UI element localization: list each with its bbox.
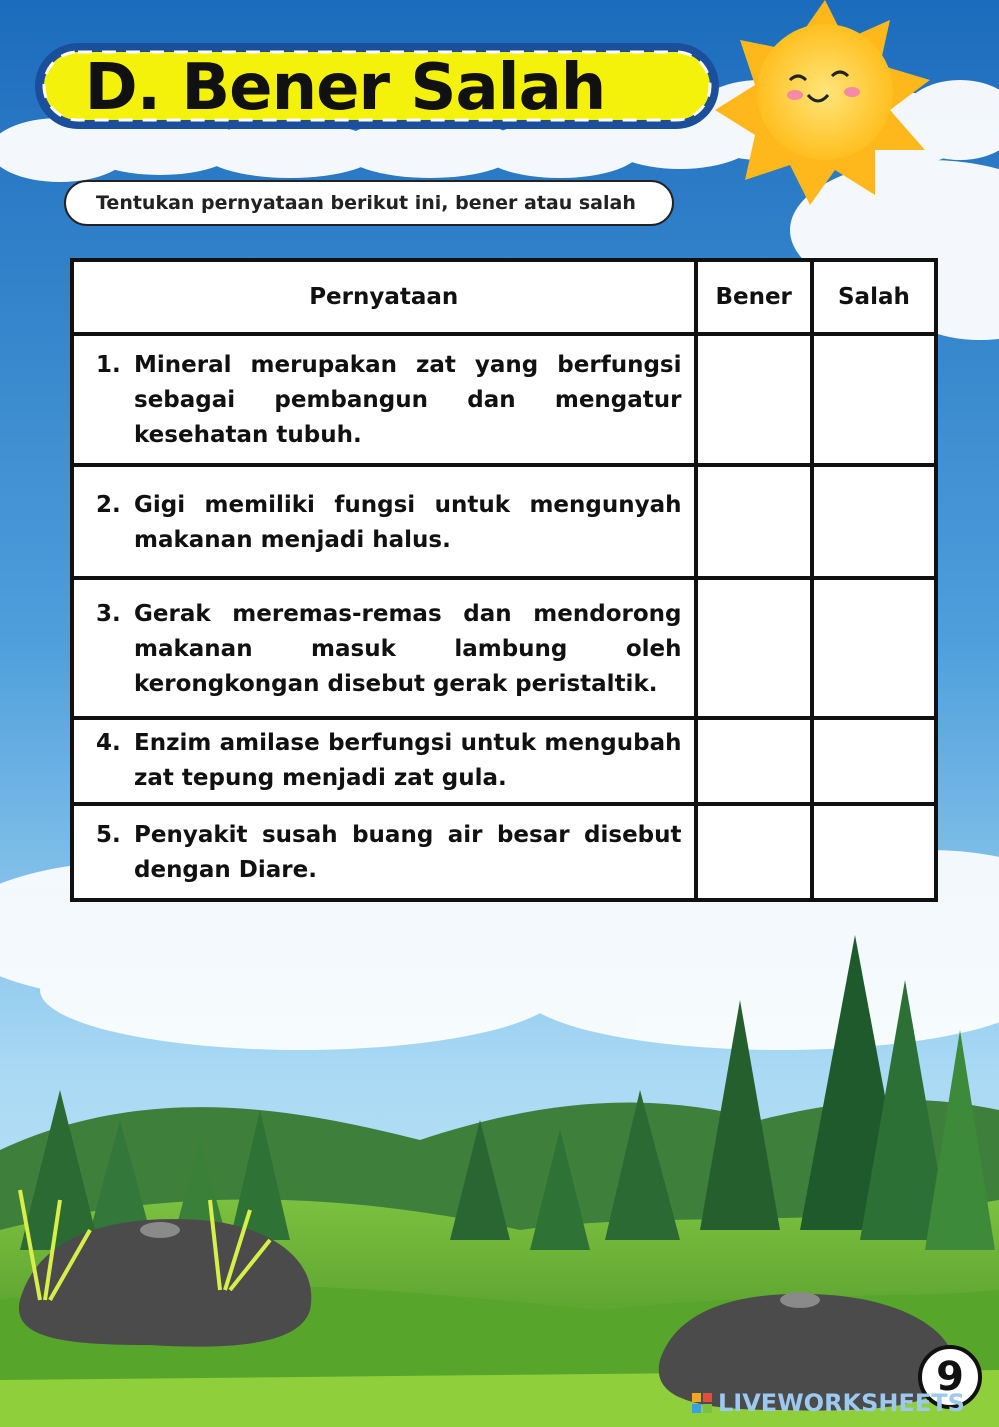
page-number: 9 <box>918 1345 982 1409</box>
answer-false-cell[interactable] <box>812 578 936 718</box>
statement-text: Gerak meremas-remas dan mendorong makanan masuk lambung oleh kerongkongan disebut gerak peristaltik. <box>134 600 682 697</box>
header-true: Bener <box>696 260 812 334</box>
table-row <box>72 465 936 578</box>
table-header-row <box>72 260 936 334</box>
statement-cell <box>72 465 696 578</box>
header-statement: Pernyataan <box>72 260 696 334</box>
instruction-box: Tentukan pernyataan berikut ini, bener atau salah <box>64 180 674 226</box>
statement-text: Gigi memiliki fungsi untuk mengunyah makanan menjadi halus. <box>134 491 682 553</box>
statement-text: Enzim amilase berfungsi untuk mengubah zat tepung menjadi zat gula. <box>134 730 682 791</box>
table-row <box>72 804 936 900</box>
page-title: D. Bener Salah <box>84 51 606 125</box>
statement-cell <box>72 718 696 804</box>
statement-number: 1. <box>96 352 121 378</box>
answer-false-cell[interactable] <box>812 465 936 578</box>
header-false: Salah <box>812 260 936 334</box>
answer-true-cell[interactable] <box>696 465 812 578</box>
answer-true-cell[interactable] <box>696 334 812 465</box>
answer-true-cell[interactable] <box>696 804 812 900</box>
statement-number: 4. <box>96 730 121 756</box>
statement-table <box>70 258 938 902</box>
answer-false-cell[interactable] <box>812 718 936 804</box>
watermark-text: LIVEWORKSHEETS <box>718 1389 965 1417</box>
table-row <box>72 718 936 804</box>
statement-number: 5. <box>96 822 121 848</box>
table-row <box>72 578 936 718</box>
answer-false-cell[interactable] <box>812 804 936 900</box>
watermark <box>692 1388 965 1418</box>
statement-cell <box>72 334 696 465</box>
liveworksheets-logo-icon <box>692 1393 712 1413</box>
statement-number: 2. <box>96 491 121 518</box>
statement-number: 3. <box>96 600 121 627</box>
statement-text: Penyakit susah buang air besar disebut dengan Diare. <box>134 822 682 883</box>
answer-true-cell[interactable] <box>696 718 812 804</box>
statement-cell <box>72 578 696 718</box>
statement-cell <box>72 804 696 900</box>
answer-false-cell[interactable] <box>812 334 936 465</box>
statement-text: Mineral merupakan zat yang berfungsi sebagai pembangun dan mengatur kesehatan tubuh. <box>134 352 682 448</box>
table-row <box>72 334 936 465</box>
answer-true-cell[interactable] <box>696 578 812 718</box>
